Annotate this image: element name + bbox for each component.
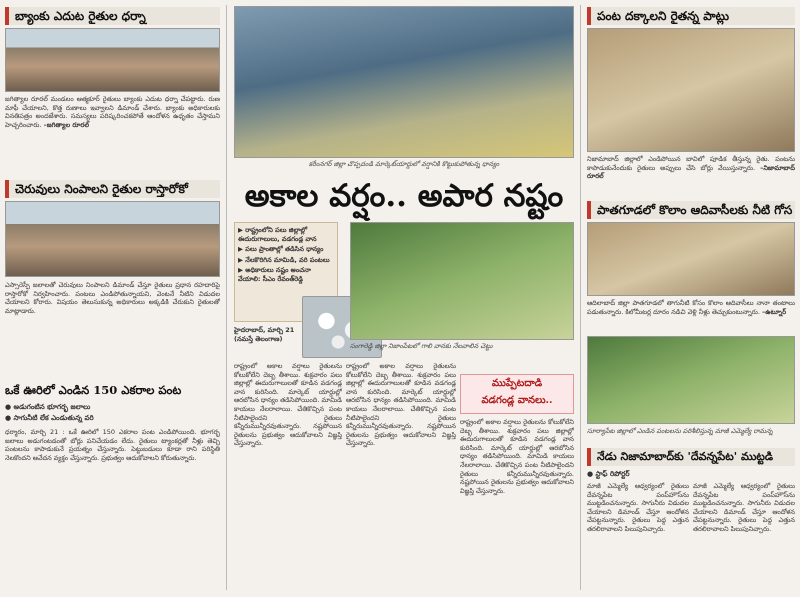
crop-article-text: ధర్మారం, మార్చి 21 : ఒకే ఊరిలో 150 ఎకరాల పంట ఎండిపోయింది. భూగర్భ జలాలు అడుగంటడంతో బోర్లు పనిచేయడం లేదు. రైతులు ట్యాంకర్లతో నీళ్లు తెచ్చి పంటలను కాపాడుకునే ప్రయత్నం చేస్తున్నారు. పెట్టుబడులు కూడా రాని పరిస్థితి నెలకొందని ఆవేదన వ్యక్తం చేస్తున్నారు. ప్రభుత్వం ఆదుకోవాలని కోరుతున్నారు.	[5, 428, 220, 462]
main-article-col3: రాష్ట్రంలో అకాల వర్షాలు రైతులను కోలుకోలేని దెబ్బ తీశాయి. శుక్రవారం పలు జిల్లాల్లో ఈదురుగాలులతో కూడిన వడగండ్ల వాన కురిసింది. మార్కెట్ యార్డుల్లో ఆరబోసిన ధాన్యం తడిసిపోయింది. మామిడి కాయలు నేలరాలాయి. చేతికొచ్చిన పంట నీటిపాలైందని రైతులు కన్నీరుమున్నీరవుతున్నారు. నష్టపోయిన రైతులను ప్రభుత్వం ఆదుకోవాలని విజ్ఞప్తి చేస్తున్నారు.	[460, 418, 574, 495]
right-caption-2-text: ఆదిలాబాద్ జిల్లా పాతగూడలో తాగునీటి కోసం కొలాం ఆదివాసీలు నానా తంటాలు పడుతున్నారు. కిలోమీటర్ల దూరం నడిచి వెళ్లి నీళ్లు తెచ్చుకుంటున్నారు.	[587, 299, 795, 316]
hail-box	[460, 374, 574, 414]
summary-point-3: ▶ నేలకొరిగిన మామిడి, వరి పంటలు	[238, 255, 330, 264]
fallen-tree-tractor-photo	[350, 222, 574, 340]
bank-caption-credit: –జగిత్యాల రూరల్	[43, 120, 89, 129]
bank-dharna-photo	[5, 28, 220, 92]
summary-point-1: ▶ రాష్ట్రంలోని పలు జిల్లాల్లో ఈదురుగాలులు, వడగండ్ల వాన	[238, 226, 317, 243]
hail-box-subtitle: వడగండ్ల వానలు..	[481, 395, 553, 406]
crop-bullet-2: ● సాగునీటి లేక ఎండుతున్న వరి	[5, 414, 94, 422]
market-yard-flood-photo	[234, 6, 574, 158]
right-headline-1: పంట దక్కాలని రైతన్న పాట్లు	[587, 7, 795, 25]
well-digging-photo	[587, 28, 795, 152]
main-headline: అకాల వర్షం.. అపార నష్టం	[244, 178, 564, 214]
right-reporter: ● స్టాఫ్ రిపోర్టర్	[587, 470, 630, 478]
right-headline-2: పాతగూడలో కొలాం ఆదివాసీలకు నీటి గోస	[587, 201, 795, 219]
right-caption-1	[587, 155, 795, 193]
dateline: హైదరాబాద్, మార్చి 21 (నమస్తే తెలంగాణ)	[234, 326, 295, 343]
ponds-rastaroko-photo	[5, 201, 220, 277]
hail-box-title: ముప్పేటదాడి	[491, 378, 543, 389]
right-reporter-text: స్టాఫ్ రిపోర్టర్	[595, 470, 630, 478]
right-headline-3: నేడు నిజామాబాద్‌కు 'దేవన్నపేట' ముట్టడి	[587, 448, 795, 466]
bank-dharna-caption	[5, 95, 220, 155]
crop-headline: ఒకే ఊరిలో ఎండిన 150 ఎకరాల పంట	[5, 383, 182, 397]
summary-point-2: ▶ పలు ప్రాంతాల్లో తడిసిన ధాన్యం	[238, 245, 324, 254]
right-caption-2	[587, 299, 795, 333]
column-divider-right	[580, 5, 581, 590]
right-article-col1: మాజీ ఎమ్మెల్యే ఆధ్వర్యంలో రైతులు దేవన్నపేట పంప్‌హౌస్‌ను ముట్టడించనున్నారు. సాగునీరు విడుదల చేయాలని డిమాండ్ చేస్తూ ఆందోళన చేపట్టనున్నారు. రైతులు పెద్ద ఎత్తున తరలిరావాలని పిలుపునిచ్చారు.	[587, 482, 689, 533]
market-yard-caption: కరీంనగర్ జిల్లా చొప్పదండి మార్కెట్‌యార్డులో వర్షానికి కొట్టుకుపోతున్న ధాన్యం	[308, 160, 500, 168]
crop-inspection-photo	[587, 336, 795, 424]
main-article-col2: రాష్ట్రంలో అకాల వర్షాలు రైతులను కోలుకోలేని దెబ్బ తీశాయి. శుక్రవారం పలు జిల్లాల్లో ఈదురుగాలులతో కూడిన వడగండ్ల వాన కురిసింది. మార్కెట్ యార్డుల్లో ఆరబోసిన ధాన్యం తడిసిపోయింది. మామిడి కాయలు నేలరాలాయి. చేతికొచ్చిన పంట నీటిపాలైందని రైతులు కన్నీరుమున్నీరవుతున్నారు. నష్టపోయిన రైతులను ప్రభుత్వం ఆదుకోవాలని విజ్ఞప్తి చేస్తున్నారు.	[346, 362, 456, 448]
ponds-caption: ఎస్సారెస్పీ జలాలతో చెరువులు నింపాలని డిమాండ్ చేస్తూ రైతులు ప్రధాన రహదారిపై రాస్తారోకో నిర్వహించారు. పంటలు ఎండిపోతున్నాయని, వెంటనే నీటిని విడుదల చేయాలని కోరారు. విషయం తెలుసుకున్న అధికారులు అక్కడికి చేరుకుని రైతులతో మాట్లాడారు.	[5, 281, 220, 315]
bank-caption-text: జగిత్యాల రూరల్ మండలం ఆత్మకూర్ రైతులు బ్యాంకు ఎదుట ధర్నా చేపట్టారు. రుణ మాఫీ చేయాలని, కొత్త రుణాలు ఇవ్వాలని డిమాండ్ చేశారు. బ్యాంకు అధికారులకు వినతిపత్రం అందజేశారు. సమస్యలు పరిష్కరించకపోతే ఆందోళన ఉధృతం చేస్తామని హెచ్చరించారు.	[5, 95, 220, 129]
main-article-col1: రాష్ట్రంలో అకాల వర్షాలు రైతులను కోలుకోలేని దెబ్బ తీశాయి. శుక్రవారం పలు జిల్లాల్లో ఈదురుగాలులతో కూడిన వడగండ్ల వాన కురిసింది. మార్కెట్ యార్డుల్లో ఆరబోసిన ధాన్యం తడిసిపోయింది. మామిడి కాయలు నేలరాలాయి. చేతికొచ్చిన పంట నీటిపాలైందని రైతులు కన్నీరుమున్నీరవుతున్నారు. నష్టపోయిన రైతులను ప్రభుత్వం ఆదుకోవాలని విజ్ఞప్తి చేస్తున్నారు.	[234, 362, 342, 448]
summary-point-4: ▶ అధికారులు నష్టం అంచనా వేయాలి: సీఎం రేవంత్‌రెడ్డి	[238, 266, 311, 283]
fallen-tree-caption: సంగారెడ్డి జిల్లా నిజాంపేటలో గాలి వానకు నేలవాలిన చెట్టు	[350, 342, 493, 350]
ponds-headline: చెరువులు నింపాలని రైతుల రాస్తారోకో	[5, 180, 220, 198]
right-credit-1: –నిజామాబాద్ రూరల్	[587, 163, 795, 181]
column-divider-left	[226, 5, 227, 590]
crop-bullet-1: ● అడుగంటిన భూగర్భ జలాలు	[5, 403, 91, 411]
crop-bullets	[5, 402, 220, 424]
tribal-water-photo	[587, 222, 795, 296]
right-caption-3: సూర్యాపేట జిల్లాలో ఎండిన పంటలను పరిశీలిస్తున్న మాజీ ఎమ్మెల్యే రామన్న	[587, 427, 773, 435]
right-caption-1-text: నిజామాబాద్ జిల్లాలో ఎండిపోయిన బావిలో పూడిక తీస్తున్న రైతు. పంటను కాపాడుకునేందుకు రైతులు అప్పులు చేసి బోర్లు వేయిస్తున్నారు.	[587, 155, 795, 172]
bank-dharna-headline: బ్యాంకు ఎదుట రైతుల ధర్నా	[5, 7, 220, 25]
right-article-col2: మాజీ ఎమ్మెల్యే ఆధ్వర్యంలో రైతులు దేవన్నపేట పంప్‌హౌస్‌ను ముట్టడించనున్నారు. సాగునీరు విడుదల చేయాలని డిమాండ్ చేస్తూ ఆందోళన చేపట్టనున్నారు. రైతులు పెద్ద ఎత్తున తరలిరావాలని పిలుపునిచ్చారు.	[693, 482, 795, 533]
right-credit-2: –ఉట్నూర్	[762, 307, 787, 316]
